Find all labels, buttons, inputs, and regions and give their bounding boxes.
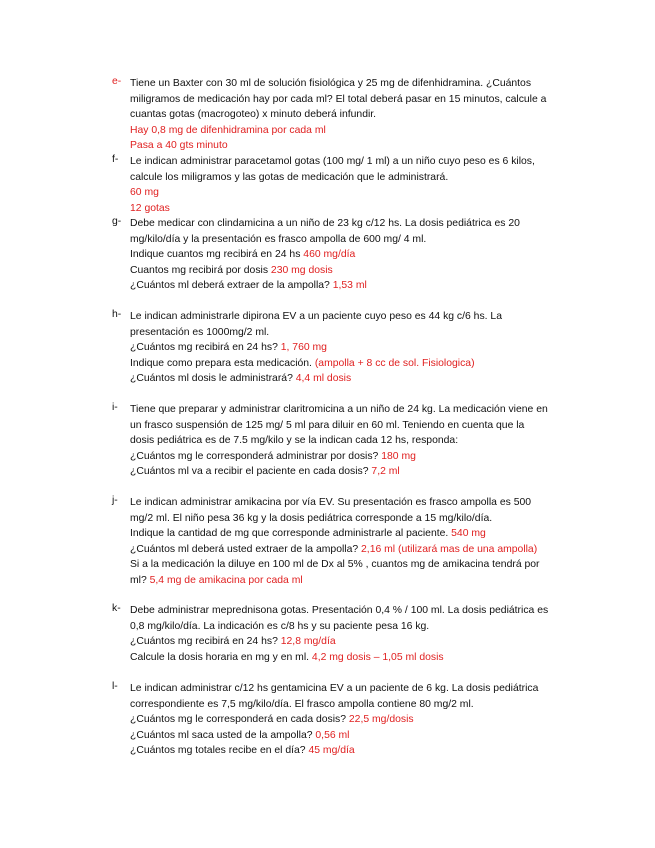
exercise-j [112, 495, 552, 588]
question-line: mg/2 ml. El niño pesa 36 kg y la dosis pediátrica corresponde a 15 mg/kilo/día. [130, 512, 493, 524]
question-line: ¿Cuántos ml va a recibir el paciente en cada dosis? 7,2 ml [130, 466, 400, 477]
exercise-f [112, 154, 552, 216]
question-line: calcule los miligramos y las gotas de medicación que le administrará. [130, 171, 449, 183]
question-line: ¿Cuántos ml deberá usted extraer de la ampolla? 2,16 ml (utilizará mas de una ampolla) [130, 543, 538, 555]
question-line: ¿Cuántos ml dosis le administrará? 4,4 ml dosis [130, 373, 352, 384]
item-content [130, 495, 552, 588]
question-line: Si a la medicación la diluye en 100 ml de Dx al 5% , cuantos mg de amikacina tendrá por [130, 559, 540, 570]
answer-line: Pasa a 40 gts minuto [130, 140, 228, 151]
question-line: correspondiente es 7,5 mg/kilo/día. El frasco ampolla contiene 80 mg/2 ml. [130, 698, 474, 710]
item-content [130, 681, 552, 759]
exercise-g [112, 216, 552, 294]
answer-line: 60 mg [130, 187, 159, 198]
question-line: dosis pediátrica es de 7.5 mg/kilo y se la indican cada 12 hs, responda: [130, 435, 459, 446]
question-line: ¿Cuántos mg le corresponderá administrar por dosis? 180 mg [130, 450, 416, 462]
question-line: ¿Cuántos mg recibirá en 24 hs? 1, 760 mg [130, 342, 327, 353]
question-line: 0,8 mg/kilo/día. La indicación es c/8 hs y su paciente pesa 16 kg. [130, 620, 430, 632]
exercise-k [112, 603, 552, 665]
item-content [130, 154, 552, 216]
question-line: Cuantos mg recibirá por dosis 230 mg dosis [130, 264, 333, 276]
question-line: presentación es 1000mg/2 ml. [130, 326, 270, 338]
question-line: Le indican administrarle dipirona EV a un paciente cuyo peso es 44 kg c/6 hs. La [130, 311, 502, 322]
item-label: g- [112, 216, 122, 227]
exercise-i [112, 402, 552, 480]
item-label: i- [112, 402, 118, 413]
question-line: mg/kilo/día y la presentación es frasco ampolla de 600 mg/ 4 ml. [130, 233, 427, 245]
item-label: l- [112, 681, 118, 692]
question-line: Tiene un Baxter con 30 ml de solución fisiológica y 25 mg de difenhidramina. ¿Cuántos [130, 78, 532, 89]
item-label: f- [112, 154, 119, 165]
question-line: ml? 5,4 mg de amikacina por cada ml [130, 574, 303, 586]
item-label: k- [112, 603, 121, 614]
item-content [130, 402, 552, 480]
question-line: ¿Cuántos mg totales recibe en el día? 45 mg/día [130, 745, 355, 756]
item-label: e- [112, 76, 122, 87]
question-line: Le indican administrar amikacina por vía EV. Su presentación es frasco ampolla es 500 [130, 497, 532, 508]
item-label: h- [112, 309, 122, 320]
answer-line: 12 gotas [130, 202, 170, 214]
item-content [130, 603, 552, 665]
question-line: cuantas gotas (macrogoteo) x minuto deberá infundir. [130, 109, 377, 120]
question-line: Le indican administrar c/12 hs gentamicina EV a un paciente de 6 kg. La dosis pediátrica [130, 683, 539, 694]
question-line: Debe administrar meprednisona gotas. Presentación 0,4 % / 100 ml. La dosis pediátrica es [130, 605, 549, 616]
question-line: ¿Cuántos mg recibirá en 24 hs? 12,8 mg/día [130, 636, 336, 647]
question-line: ¿Cuántos ml deberá extraer de la ampolla? 1,53 ml [130, 280, 367, 291]
question-line: Calcule la dosis horaria en mg y en ml. 4,2 mg dosis – 1,05 ml dosis [130, 651, 444, 663]
question-line: miligramos de medicación hay por cada ml? El total deberá pasar en 15 minutos, calcule a [130, 93, 547, 105]
item-content [130, 309, 552, 387]
question-line: Indique la cantidad de mg que corresponde administrarle al paciente. 540 mg [130, 528, 486, 539]
question-line: un frasco suspensión de 125 mg/ 5 ml para diluir en 60 ml. Teniendo en cuenta que la [130, 419, 525, 431]
question-line: Indique como prepara esta medicación. (ampolla + 8 cc de sol. Fisiologica) [130, 357, 475, 369]
item-content [130, 216, 552, 294]
question-line: Le indican administrar paracetamol gotas (100 mg/ 1 ml) a un niño cuyo peso es 6 kilos, [130, 156, 535, 167]
question-line: Debe medicar con clindamicina a un niño de 23 kg c/12 hs. La dosis pediátrica es 20 [130, 218, 520, 229]
exercise-h [112, 309, 552, 387]
answer-line: Hay 0,8 mg de difenhidramina por cada ml [130, 124, 326, 136]
question-line: Tiene que preparar y administrar claritromicina a un niño de 24 kg. La medicación viene en [130, 404, 548, 415]
item-label: j- [112, 495, 118, 506]
exercise-e [112, 76, 552, 154]
question-line: Indique cuantos mg recibirá en 24 hs 460 mg/día [130, 249, 356, 260]
question-line: ¿Cuántos mg le corresponderá en cada dosis? 22,5 mg/dosis [130, 714, 414, 725]
item-content [130, 76, 552, 154]
exercise-l [112, 681, 552, 759]
question-line: ¿Cuántos ml saca usted de la ampolla? 0,56 ml [130, 729, 350, 741]
